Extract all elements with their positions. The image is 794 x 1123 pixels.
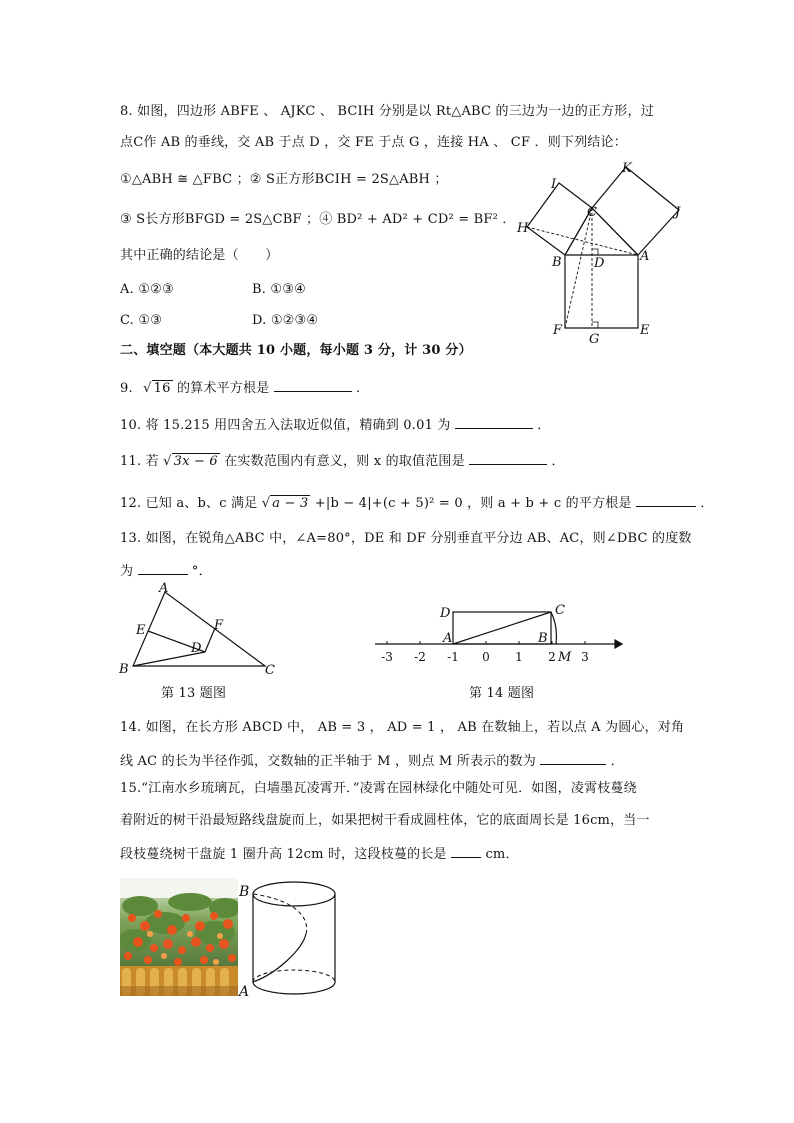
diagonal-ac (453, 612, 551, 644)
q15-answer-blank[interactable] (451, 843, 481, 858)
q10-answer-blank[interactable] (455, 414, 533, 429)
line-cf (565, 208, 592, 328)
label-b: B (538, 631, 548, 646)
label-d: D (440, 606, 451, 621)
label-f: F (553, 323, 563, 338)
q13-caption: 第 13 题图 (161, 686, 227, 701)
label-e: E (136, 623, 146, 638)
label-c: C (265, 663, 275, 678)
line-ha (527, 227, 638, 255)
cylinder-top (253, 882, 335, 906)
q11-radical: √ 3x − 6 (163, 454, 218, 469)
trumpet-vine-photo (120, 878, 238, 996)
label-c: C (587, 205, 597, 220)
vine-back (253, 894, 307, 934)
q8-option-c: C. ①③ (120, 313, 163, 328)
q8-line-2: 点C作 AB 的垂线，交 AB 于点 D ，交 FE 于点 G ，连接 HA 、 CF ．则下列结论： (120, 135, 627, 150)
q14-line-1: 14. 如图，在长方形 ABCD 中， AB = 3 ， AD = 1 ， AB 在数轴上，若以点 A 为圆心，对角 (120, 720, 685, 735)
q11-answer-blank[interactable] (469, 450, 547, 465)
q9-text: 的算术平方根是 (176, 381, 270, 396)
q9-number: 9. (120, 381, 133, 396)
q12-text: +|b − 4|+(c + 5)² = 0 ，则 a + b + c 的平方根是 (314, 496, 632, 511)
label-i: I (551, 177, 557, 192)
label-a: A (443, 631, 453, 646)
tick-label: 2 (548, 650, 556, 664)
q15-line-1: 15.“江南水乡琉璃瓦，白墙墨瓦凌霄开．”凌霄在园林绿化中随处可见．如图，凌霄枝蔓绕 (120, 781, 637, 796)
tick-label: 3 (581, 650, 589, 664)
q13-line-1: 13. 如图，在锐角△ABC 中，∠A=80°，DE 和 DF 分别垂直平分边 AB、AC，则∠DBC 的度数 (120, 531, 692, 546)
label-d: D (594, 256, 605, 271)
label-d: D (191, 641, 202, 656)
tick-label: -3 (381, 650, 393, 664)
tick-label: -1 (447, 650, 459, 664)
label-a: A (239, 984, 250, 1000)
q8-line-1: 8. 如图，四边形 ABFE 、 AJKC 、 BCIH 分别是以 Rt△ABC 的三边为一边的正方形，过 (120, 104, 654, 119)
label-f: F (214, 618, 224, 633)
tick-label: 0 (482, 650, 490, 664)
label-m: M (558, 650, 572, 665)
q10-text: 10. 将 15.215 用四舍五入法取近似值，精确到 0.01 为 (120, 418, 451, 433)
q14-figure (370, 600, 625, 670)
q11-text: 在实数范围内有意义，则 x 的取值范围是 (224, 454, 465, 469)
label-a: A (640, 249, 650, 264)
q8-line-5: 其中正确的结论是（ ） (120, 248, 279, 263)
q9-answer-blank[interactable] (274, 377, 352, 392)
number-line-arrow (615, 640, 622, 648)
q8-line-4: ③ S长方形BFGD = 2S△CBF ；④ BD² + AD² + CD² = BF² ． (120, 212, 516, 227)
q10: 10. 将 15.215 用四舍五入法取近似值，精确到 0.01 为 ． (120, 414, 550, 436)
q9-radical: √ 16 (143, 381, 171, 396)
q8-figure (508, 158, 688, 348)
q8-line-3: ①△ABH ≅ △FBC ；② S正方形BCIH = 2S△ABH ； (120, 172, 448, 187)
label-e: E (640, 323, 650, 338)
label-b: B (552, 255, 562, 270)
q9: 9. √ 16 的算术平方根是 ． (120, 377, 369, 399)
q15-line-2: 着附近的树干沿最短路线盘旋而上，如果把树干看成圆柱体，它的底面周长是 16cm，当一 (120, 813, 650, 828)
label-h: H (517, 221, 529, 236)
label-b: B (119, 662, 129, 677)
q14-answer-blank[interactable] (540, 750, 606, 765)
label-g: G (589, 332, 600, 347)
q14-caption: 第 14 题图 (469, 686, 535, 701)
q8-option-d: D. ①②③④ (252, 313, 319, 328)
q13-figure (115, 582, 285, 678)
q15-cylinder-figure (236, 878, 348, 1000)
vine-front (253, 934, 306, 982)
q8-option-a: A. ①②③ (120, 282, 174, 297)
q11-number: 11. 若 (120, 454, 159, 469)
square-ajkc (592, 167, 679, 255)
tick-label: -2 (414, 650, 426, 664)
label-a: A (159, 582, 169, 596)
q13-line-2: 为 °． (120, 560, 212, 582)
tick-label: 1 (515, 650, 523, 664)
square-bcih (527, 183, 592, 255)
section-2-heading: 二、填空题（本大题共 10 小题，每小题 3 分，计 30 分） (120, 343, 472, 358)
q14-line-2: 线 AC 的长为半径作弧，交数轴的正半轴于 M ，则点 M 所表示的数为 ． (120, 750, 624, 772)
label-j: J (675, 205, 681, 220)
label-c: C (555, 603, 565, 618)
q15-line-3: 段枝蔓绕树干盘旋 1 圈升高 12cm 时，这段枝蔓的长是 cm． (120, 843, 519, 865)
label-k: K (622, 161, 632, 176)
q12-number: 12. 已知 a、b、c 满足 (120, 496, 258, 511)
q13-answer-blank[interactable] (138, 560, 188, 575)
q12-radical: √ a − 3 (261, 496, 309, 511)
q11: 11. 若 √ 3x − 6 在实数范围内有意义，则 x 的取值范围是 ． (120, 450, 565, 472)
label-b: B (239, 884, 250, 900)
q12: 12. 已知 a、b、c 满足 √ a − 3 +|b − 4|+(c + 5)² = 0 ，则 a + b + c 的平方根是 ． (120, 492, 714, 514)
cylinder-bottom-front (253, 982, 335, 994)
q12-answer-blank[interactable] (636, 492, 696, 507)
q8-option-b: B. ①③④ (252, 282, 306, 297)
